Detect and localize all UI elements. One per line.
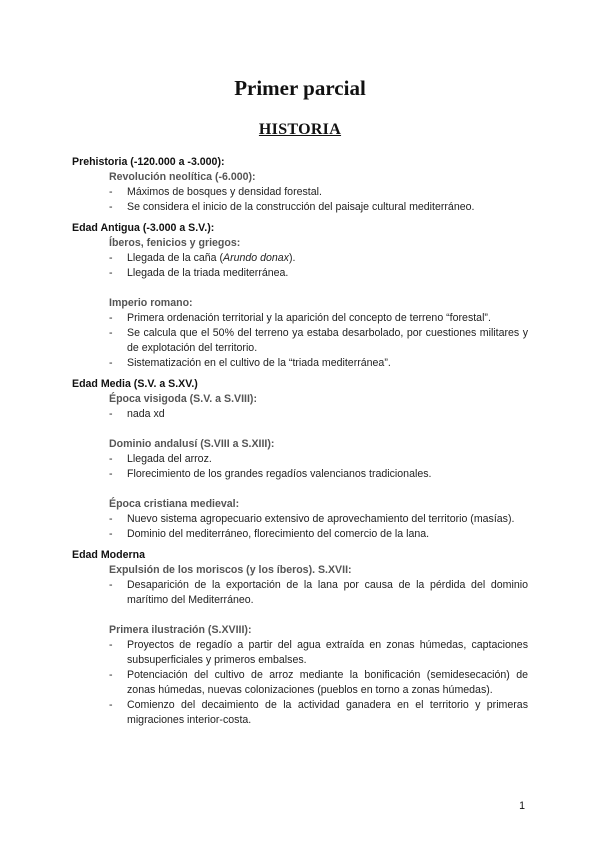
bullet-list [72,512,528,542]
list-item: - Potenciación del cultivo de arroz mediante la bonificación (semidesecación) de zonas húmedas, nuevas colonizaciones (pueblos en torno a zonas húmedas). [127,668,528,698]
section-title: HISTORIA [258,121,342,138]
list-item: - Se considera el inicio de la construcción del paisaje cultural mediterráneo. [127,200,528,215]
page-title: Primer parcial [234,76,366,100]
bullet-list [72,185,528,215]
period-heading-moderna: Edad Moderna [72,549,145,561]
subperiod-heading-andalusi: Dominio andalusí (S.VIII a S.XIII): [109,438,275,450]
bullet-list [72,311,528,371]
document-body [72,155,528,728]
list-item: - Sistematización en el cultivo de la “triada mediterránea”. [127,356,528,371]
bullet-list [72,578,528,608]
species-name: Arundo donax [223,252,289,264]
list-item: - Se calcula que el 50% del terreno ya estaba desarbolado, por cuestiones militares y de explotación del territorio. [127,326,528,356]
subperiod-heading-visigoda: Época visigoda (S.V. a S.VIII): [109,393,257,405]
bullet-list [72,407,528,422]
subperiod-heading-iberos: Íberos, fenicios y griegos: [109,237,241,249]
subperiod-heading-moriscos: Expulsión de los moriscos (y los íberos). S.XVII: [109,564,352,576]
bullet-list [72,251,528,281]
list-item [127,251,528,266]
subperiod-heading-imperio-romano: Imperio romano: [109,297,193,309]
list-item: - Desaparición de la exportación de la lana por causa de la pérdida del dominio marítimo del Mediterráneo. [127,578,528,608]
list-item: - Primera ordenación territorial y la aparición del concepto de terreno “forestal”. [127,311,528,326]
list-item: - Florecimiento de los grandes regadíos valencianos tradicionales. [127,467,528,482]
list-item: - Llegada de la triada mediterránea. [127,266,528,281]
list-item: - Dominio del mediterráneo, florecimiento del comercio de la lana. [127,527,528,542]
list-item: - Nuevo sistema agropecuario extensivo de aprovechamiento del territorio (masías). [127,512,528,527]
period-heading-antigua: Edad Antigua (-3.000 a S.V.): [72,222,215,234]
bullet-list [72,452,528,482]
list-item: - Proyectos de regadío a partir del agua extraída en zonas húmedas, captaciones subsuperficiales y primeros embalses. [127,638,528,668]
list-item: - nada xd [127,407,528,422]
list-item-text: ). [288,252,296,264]
list-item: - Máximos de bosques y densidad forestal. [127,185,528,200]
bullet-list [72,638,528,728]
list-item: - Llegada del arroz. [127,452,528,467]
list-item-text: Llegada de la caña ( [127,252,224,264]
subperiod-heading-neolitica: Revolución neolítica (-6.000): [109,171,256,183]
subperiod-heading-ilustracion: Primera ilustración (S.XVIII): [109,624,252,636]
page-number: 1 [519,800,525,812]
period-heading-media: Edad Media (S.V. a S.XV.) [72,378,198,390]
subperiod-heading-cristiana: Época cristiana medieval: [109,498,240,510]
period-heading-prehistoria: Prehistoria (-120.000 a -3.000): [72,156,225,168]
list-item: - Comienzo del decaimiento de la actividad ganadera en el territorio y primeras migraciones interior-costa. [127,698,528,728]
